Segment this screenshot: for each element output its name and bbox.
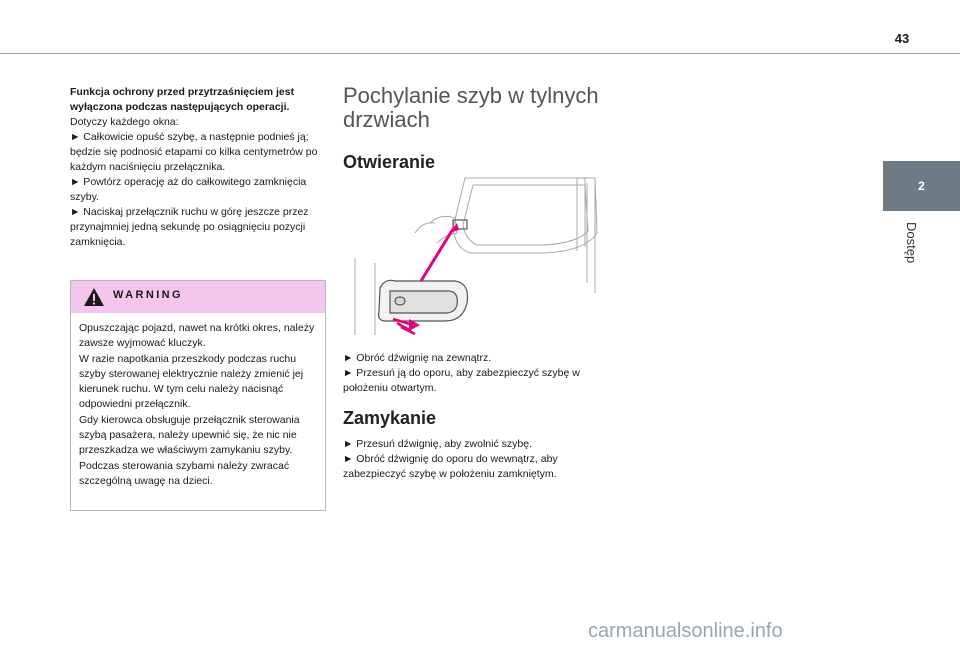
- body-line: ► Naciskaj przełącznik ruchu w górę jeszcze przez przynajmniej jedną sekundę po osiągnięciu pozycji zamknięcia.: [70, 206, 309, 248]
- left-column: [70, 85, 326, 250]
- warning-paragraph: Podczas sterowania szybami należy zwracać szczególną uwagę na dzieci.: [79, 459, 290, 487]
- warning-paragraph: W razie napotkania przeszkody podczas ruchu szyby sterowanej elektrycznie należy zmienić jej kierunek ruchu. W tym celu należy nacisnąć odpowiedni przełącznik.: [79, 352, 304, 411]
- closing-heading: Zamykanie: [343, 408, 437, 428]
- body-line: ► Powtórz operację aż do całkowitego zamknięcia szyby.: [70, 176, 307, 203]
- warning-title: WARNING: [113, 289, 183, 301]
- warning-paragraph: Opuszczając pojazd, nawet na krótki okres, należy zawsze wyjmować kluczyk.: [79, 322, 315, 350]
- opening-text: ► Obróć dźwignię na zewnątrz. ► Przesuń ją do oporu, aby zabezpieczyć szybę w położeniu otwartym.: [343, 352, 580, 394]
- opening-heading: Otwieranie: [343, 152, 436, 172]
- warning-triangle-icon: [83, 287, 105, 307]
- watermark-text: carmanualsonline.info: [588, 620, 783, 642]
- warning-box: [70, 280, 326, 511]
- section-title: Pochylanie szyb w tylnych drzwiach: [343, 83, 599, 132]
- warning-header: [71, 281, 325, 313]
- warning-body: [71, 313, 325, 489]
- page-number: 43: [894, 31, 910, 46]
- closing-text: ► Przesuń dźwignię, aby zwolnić szybę. ► Obróć dźwignię do oporu do wewnątrz, aby zabezpieczyć szybę w położeniu zamkniętym.: [343, 438, 558, 480]
- chapter-label: Dostęp: [904, 222, 919, 264]
- chapter-tab[interactable]: 2: [883, 161, 960, 211]
- body-line: Dotyczy każdego okna:: [70, 116, 179, 128]
- rear-window-lever-illustration: [345, 173, 603, 335]
- body-line: ► Całkowicie opuść szybę, a następnie podnieś ją; będzie się podnosić etapami co kilka centymetrów po każdym naciśnięciu przełącznika.: [70, 131, 318, 173]
- header-rule: [0, 53, 960, 54]
- warning-paragraph: Gdy kierowca obsługuje przełącznik sterowania szybą pasażera, należy upewnić się, że nic nie przeszkadza we właściwym zamykaniu szyby.: [79, 413, 300, 457]
- intro-bold-text: Funkcja ochrony przed przytrzaśnięciem jest wyłączona podczas następujących operacji.: [70, 86, 295, 113]
